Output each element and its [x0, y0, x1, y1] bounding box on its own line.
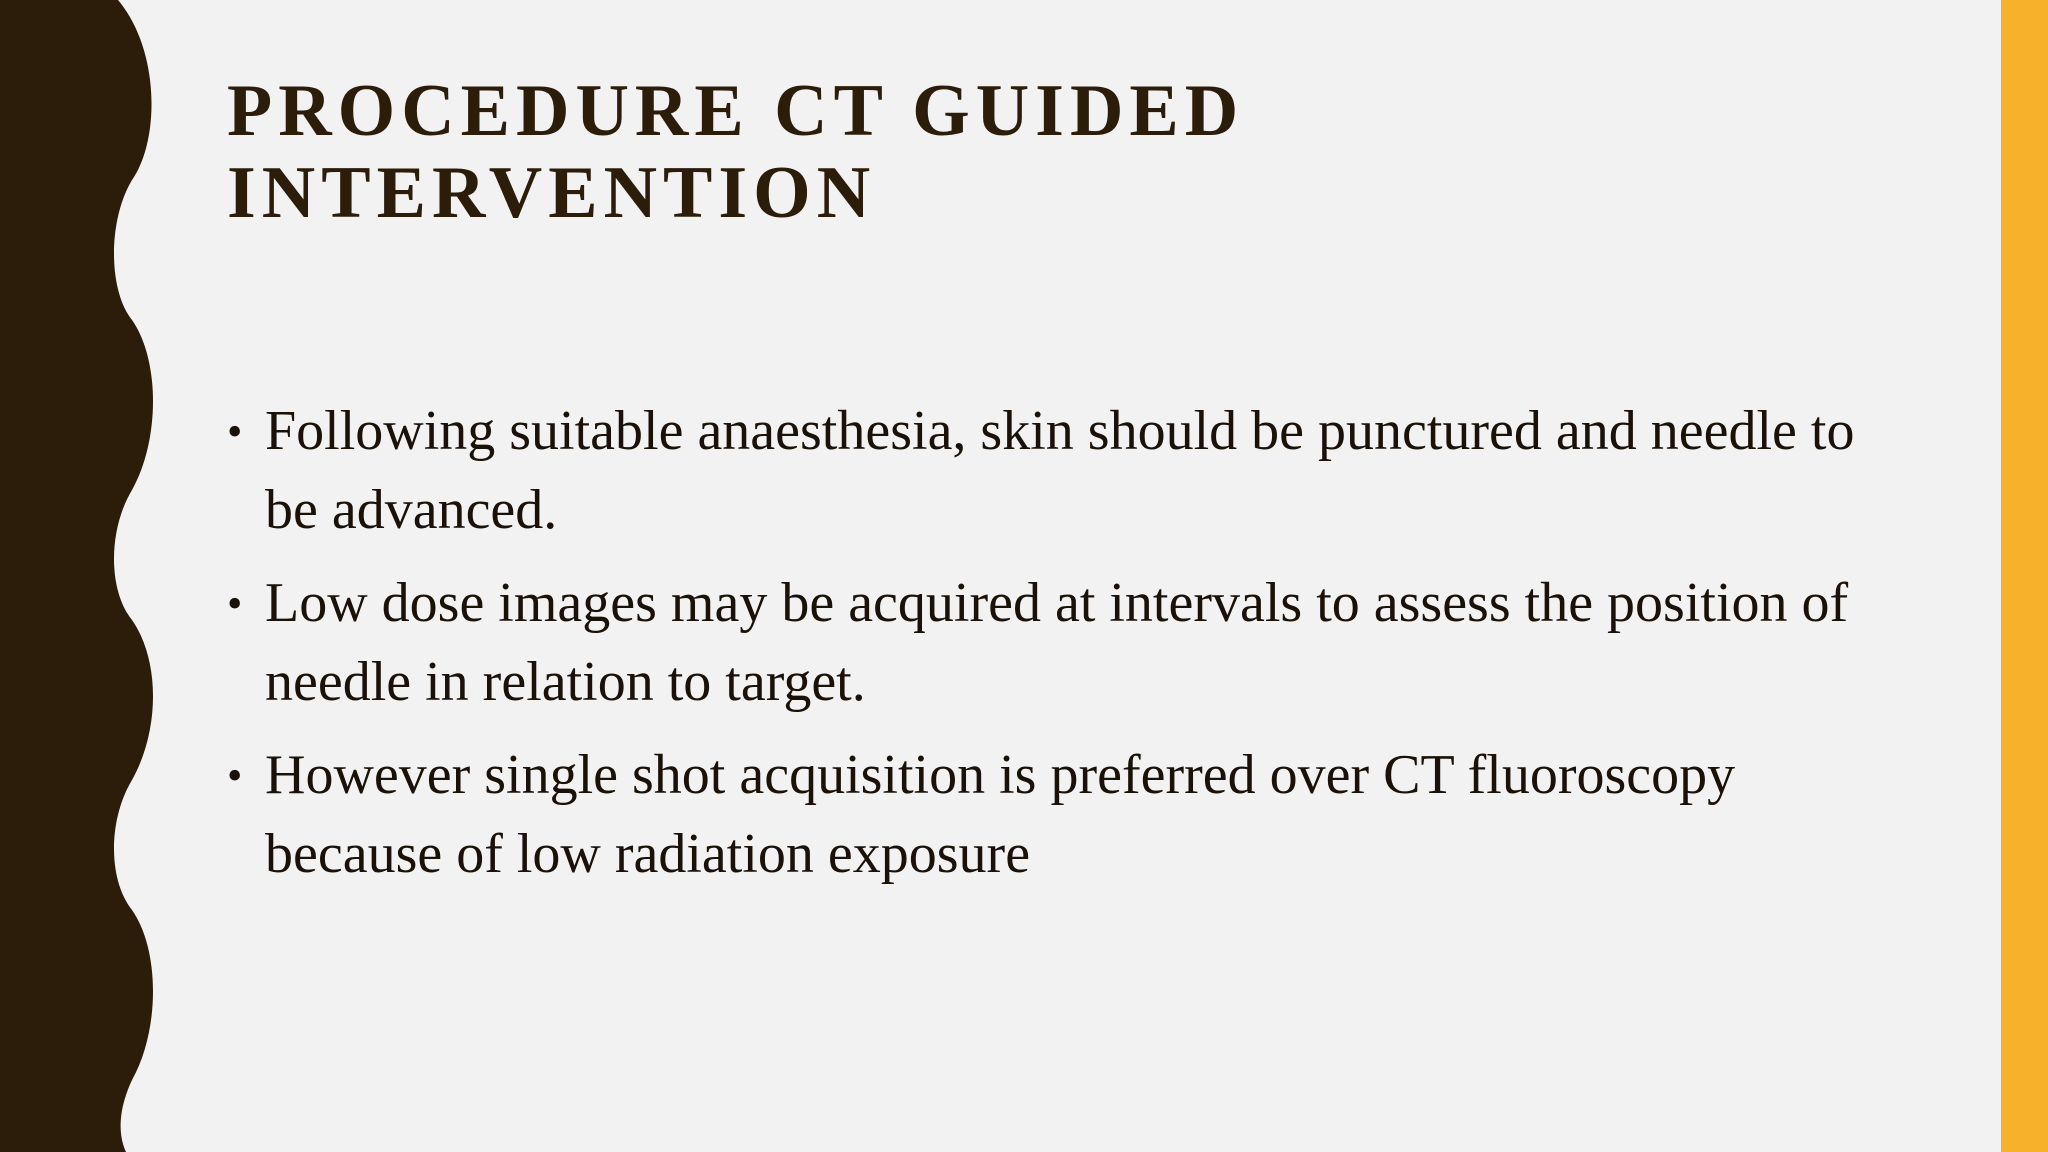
slide-title: PROCEDURE CT GUIDED INTERVENTION	[227, 70, 1245, 234]
left-wave-band	[0, 0, 160, 1152]
bullet-text: Following suitable anaesthesia, skin should be punctured and needle to be advanced.	[265, 400, 1855, 541]
left-wave-shape	[0, 0, 153, 1152]
bullet-text: Low dose images may be acquired at intervals to assess the position of needle in relation to target.	[265, 572, 1849, 713]
bullet-item	[227, 564, 1907, 722]
bullet-list	[227, 392, 1907, 908]
bullet-marker: •	[227, 407, 243, 456]
bullet-marker: •	[227, 751, 243, 800]
bullet-item	[227, 736, 1907, 894]
bullet-item	[227, 392, 1907, 550]
bullet-marker: •	[227, 579, 243, 628]
bullet-text: However single shot acquisition is preferred over CT fluoroscopy because of low radiation exposure	[265, 744, 1736, 885]
right-accent-bar	[2001, 0, 2048, 1152]
